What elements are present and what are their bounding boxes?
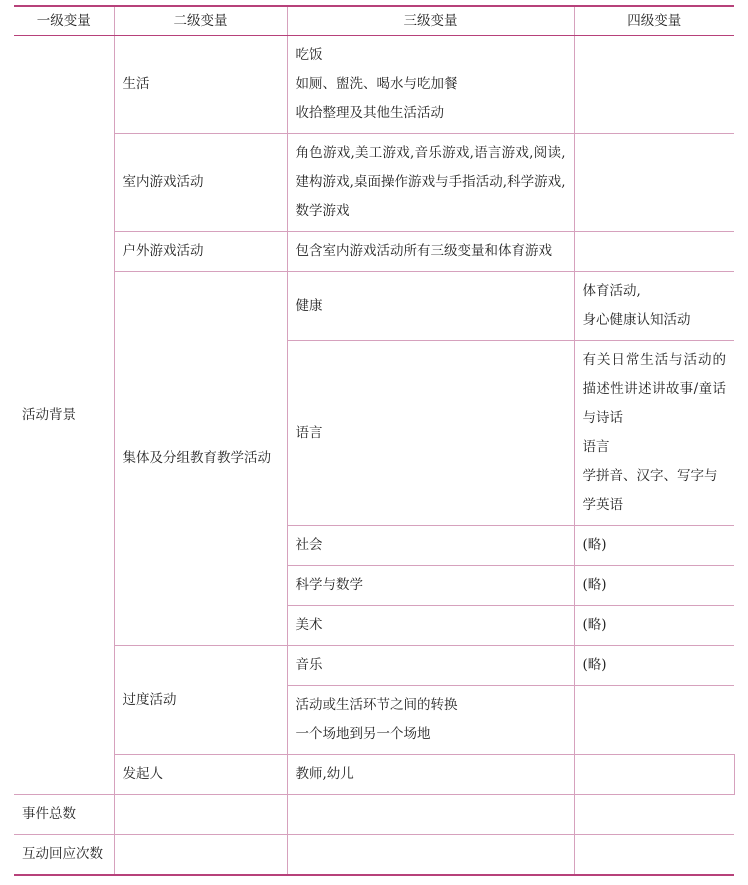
level4-empty [574, 134, 734, 232]
table-row [14, 755, 734, 795]
level1-interaction-count: 互动回应次数 [14, 835, 114, 876]
table-row [14, 646, 734, 686]
level3-life-item: 收拾整理及其他生活活动 [295, 105, 444, 121]
level4-health [574, 272, 734, 341]
level3-transition-item: 一个场地到另一个场地 [295, 726, 431, 742]
level3-transition-item: 活动或生活环节之间的转换 [295, 697, 458, 713]
level1-initiator: 发起人 [114, 755, 287, 795]
level3-empty [574, 755, 734, 795]
level2-group-education: 集体及分组教育教学活动 [114, 272, 287, 646]
level2-transition: 过度活动 [114, 646, 287, 755]
level3-empty [287, 835, 574, 876]
table-row [14, 134, 734, 232]
level2-life: 生活 [114, 36, 287, 134]
level4-language [574, 341, 734, 526]
level4-empty [574, 232, 734, 272]
level4-omitted: (略) [574, 526, 734, 566]
level3-life-item: 如厕、盥洗、喝水与吃加餐 [295, 76, 458, 92]
level2-indoor: 室内游戏活动 [114, 134, 287, 232]
level1-event-total: 事件总数 [14, 795, 114, 835]
table-row [14, 232, 734, 272]
level3-life [287, 36, 574, 134]
table-row [14, 36, 734, 134]
level1-activity-background: 活动背景 [14, 36, 114, 795]
header-level3: 三级变量 [287, 6, 574, 36]
header-level1: 一级变量 [14, 6, 114, 36]
table-row [14, 272, 734, 341]
table-row [14, 835, 734, 876]
level4-language-item: 语言 [582, 439, 610, 455]
level3-society: 社会 [287, 526, 574, 566]
level4-omitted: (略) [574, 606, 734, 646]
level2-empty [114, 795, 287, 835]
level4-empty [574, 686, 734, 755]
level4-omitted: (略) [574, 646, 734, 686]
level4-language-item: 有关日常生活与活动的描述性讲述讲故事/童话与诗话 [582, 352, 726, 426]
level4-empty [574, 835, 734, 876]
header-row [14, 6, 734, 36]
level4-health-item: 体育活动, [582, 283, 641, 299]
level3-science-math: 科学与数学 [287, 566, 574, 606]
level3-empty [287, 795, 574, 835]
level4-empty [574, 795, 734, 835]
level4-empty [574, 36, 734, 134]
level2-outdoor: 户外游戏活动 [114, 232, 287, 272]
table-row [14, 795, 734, 835]
level4-health-item: 身心健康认知活动 [582, 312, 691, 328]
level4-language-item: 学拼音、汉字、写字与学英语 [582, 468, 718, 513]
level3-art: 美术 [287, 606, 574, 646]
level3-outdoor: 包含室内游戏活动所有三级变量和体育游戏 [287, 232, 574, 272]
level3-life-item: 吃饭 [295, 47, 323, 63]
level3-transition [287, 686, 574, 755]
header-level2: 二级变量 [114, 6, 287, 36]
level2-initiator-value: 教师,幼儿 [287, 755, 574, 795]
level3-language: 语言 [287, 341, 574, 526]
level3-indoor: 角色游戏,美工游戏,音乐游戏,语言游戏,阅读,建构游戏,桌面操作游戏与手指活动,科学游戏,数学游戏 [287, 134, 574, 232]
level4-omitted: (略) [574, 566, 734, 606]
header-level4: 四级变量 [574, 6, 734, 36]
level2-empty [114, 835, 287, 876]
level3-health: 健康 [287, 272, 574, 341]
level3-music: 音乐 [287, 646, 574, 686]
variables-table [14, 5, 734, 876]
